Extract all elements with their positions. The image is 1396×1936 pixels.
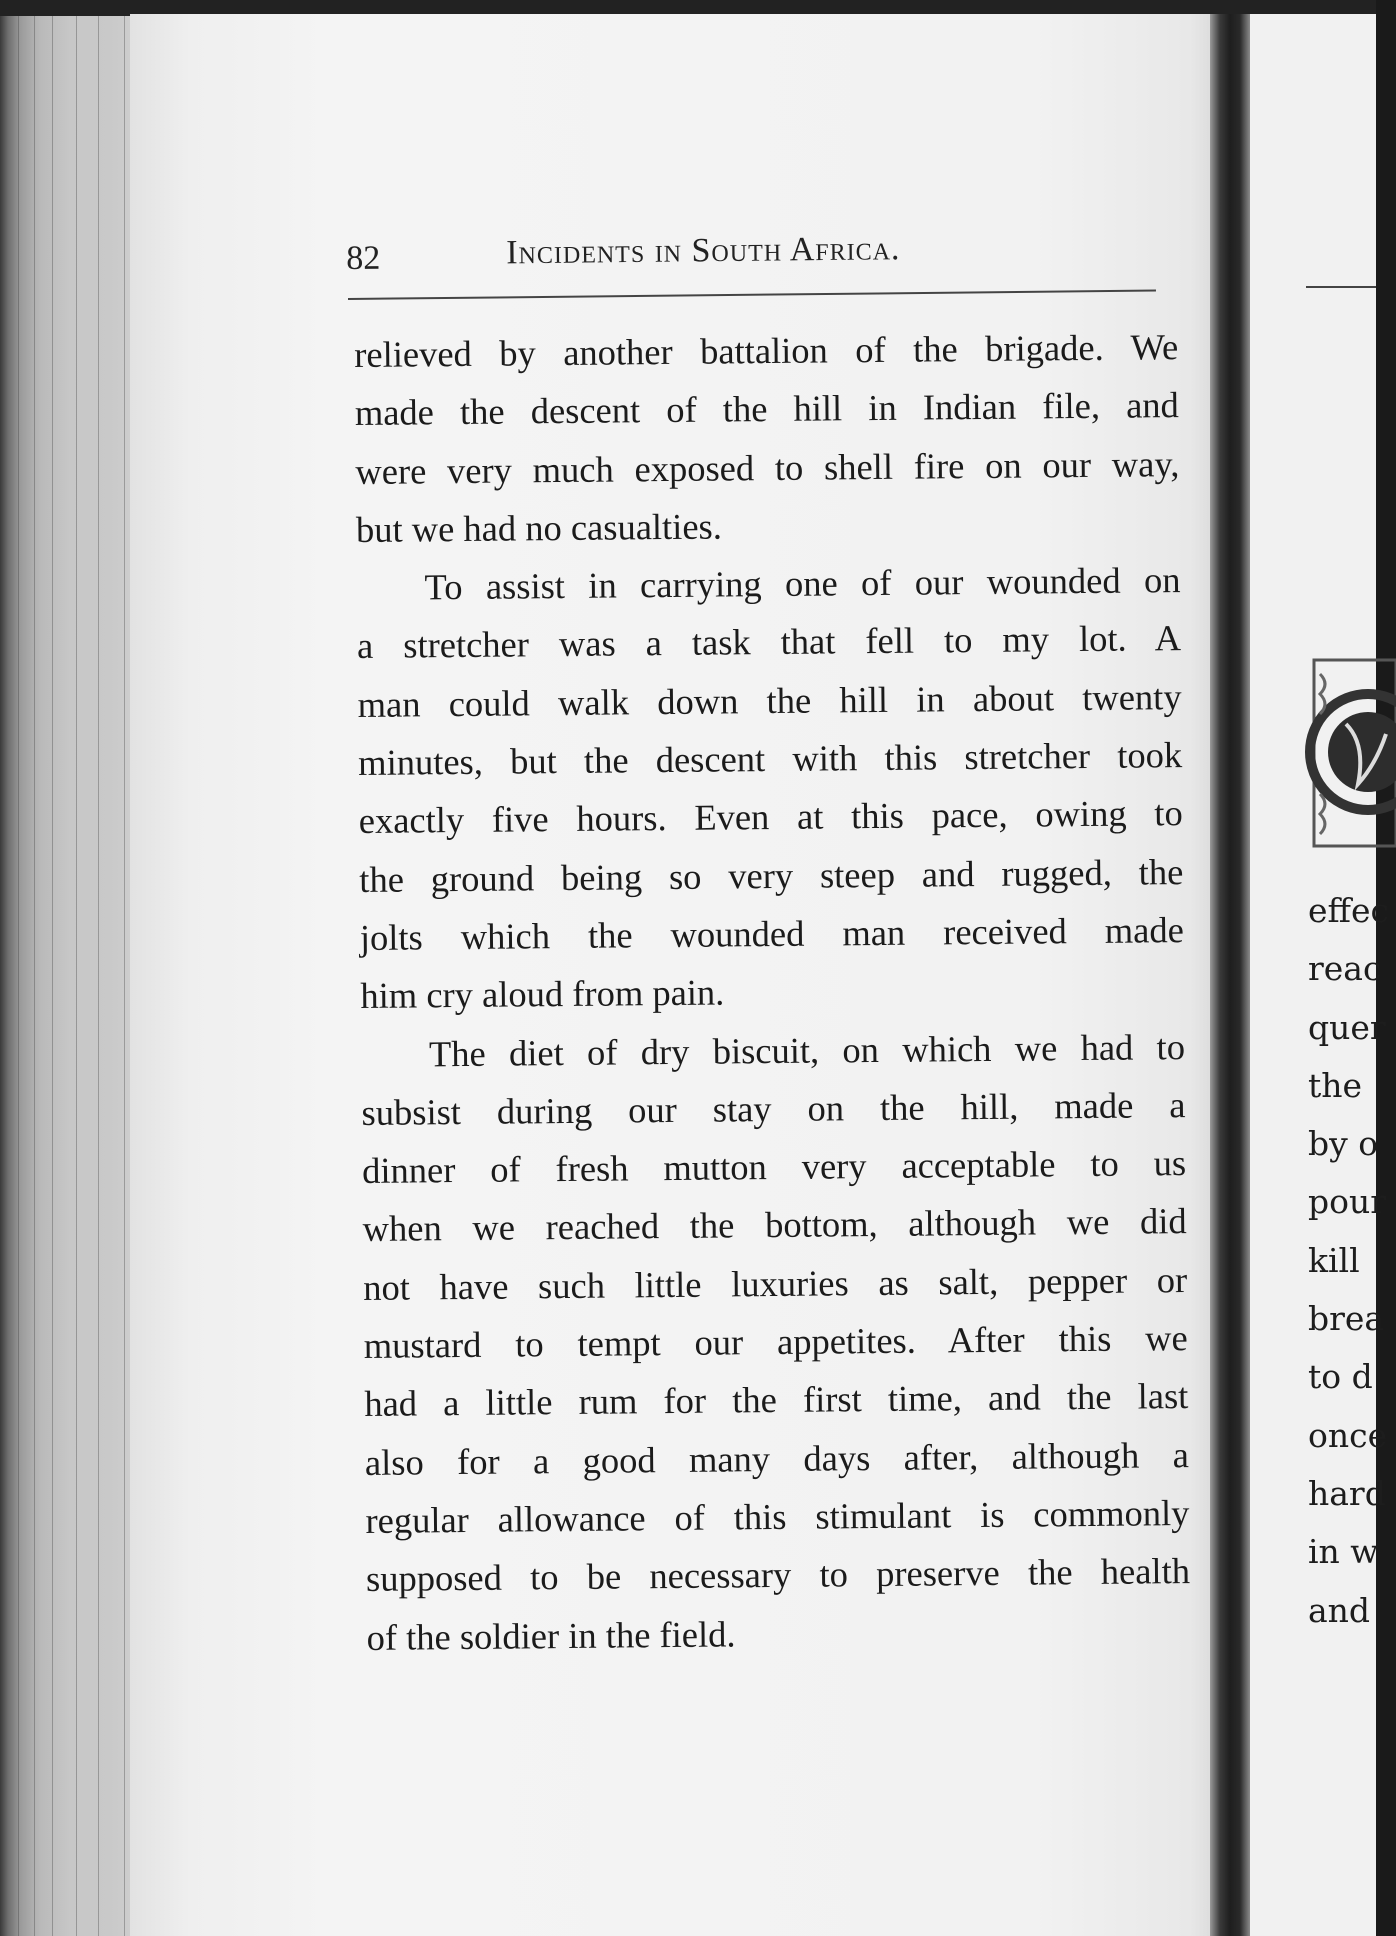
facing-line: reac — [1308, 949, 1382, 989]
text-line: man could walk down the hill in about twenty — [357, 675, 1182, 725]
facing-page-text — [1308, 882, 1388, 1640]
text-line: mustard to tempt our appetites. After this we — [363, 1317, 1188, 1366]
text-line: supposed to be necessary to preserve the health — [365, 1550, 1191, 1600]
text-line: To assist in carrying one of our wounded on — [424, 559, 1181, 608]
facing-line: by o — [1308, 1124, 1379, 1164]
decorative-initial-icon — [1306, 654, 1396, 854]
facing-line: hard — [1308, 1473, 1386, 1513]
text-line: had a little rum for the first time, and the last — [364, 1375, 1189, 1425]
text-line: not have such little luxuries as salt, pepper or — [363, 1258, 1188, 1308]
text-line: when we reached the bottom, although we did — [362, 1200, 1187, 1250]
text-line: were very much exposed to shell fire on our way, — [355, 442, 1180, 492]
facing-line: brea — [1308, 1299, 1385, 1339]
text-line: him cry aloud from pain. — [360, 971, 725, 1017]
facing-line: quer — [1308, 1007, 1386, 1047]
text-line: also for a good many days after, although a — [364, 1433, 1190, 1483]
text-line: made the descent of the hill in Indian file, and — [354, 384, 1179, 434]
text-line: of the soldier in the field. — [366, 1612, 736, 1658]
facing-line: the — [1308, 1065, 1363, 1105]
facing-page — [1250, 14, 1389, 1936]
paragraph-3 — [361, 1018, 1191, 1667]
text-line: minutes, but the descent with this stretcher took — [357, 734, 1183, 784]
text-line: The diet of dry biscuit, on which we had to — [428, 1025, 1186, 1074]
running-title: Incidents in South Africa. — [506, 230, 901, 272]
text-line: subsist during our stay on the hill, made a — [361, 1083, 1186, 1133]
facing-line: pour — [1308, 1182, 1387, 1222]
paragraph-1 — [354, 318, 1180, 559]
text-line: the ground being so very steep and rugged, the — [359, 850, 1184, 900]
running-head — [346, 224, 1156, 282]
text-line: exactly five hours. Even at this pace, owing to — [358, 792, 1183, 842]
facing-line: to d — [1308, 1357, 1373, 1397]
page-body — [354, 318, 1191, 1667]
facing-line: kill — [1308, 1240, 1360, 1280]
book-gutter — [1210, 14, 1250, 1936]
facing-line: once — [1308, 1415, 1388, 1455]
facing-line: effec — [1308, 891, 1389, 930]
facing-line: in w — [1308, 1532, 1379, 1572]
text-line: a stretcher was a task that fell to my lot. A — [356, 617, 1182, 667]
paragraph-2 — [356, 551, 1184, 1025]
facing-header-rule — [1306, 286, 1376, 288]
page-number: 82 — [346, 239, 381, 277]
text-line: relieved by another battalion of the brigade. We — [354, 326, 1179, 375]
facing-line: and — [1308, 1590, 1371, 1630]
text-line: regular allowance of this stimulant is commonly — [365, 1491, 1190, 1541]
text-line: but we had no casualties. — [355, 505, 723, 550]
text-line: dinner of fresh mutton very acceptable to us — [361, 1142, 1187, 1192]
text-line: jolts which the wounded man received made — [359, 909, 1185, 958]
